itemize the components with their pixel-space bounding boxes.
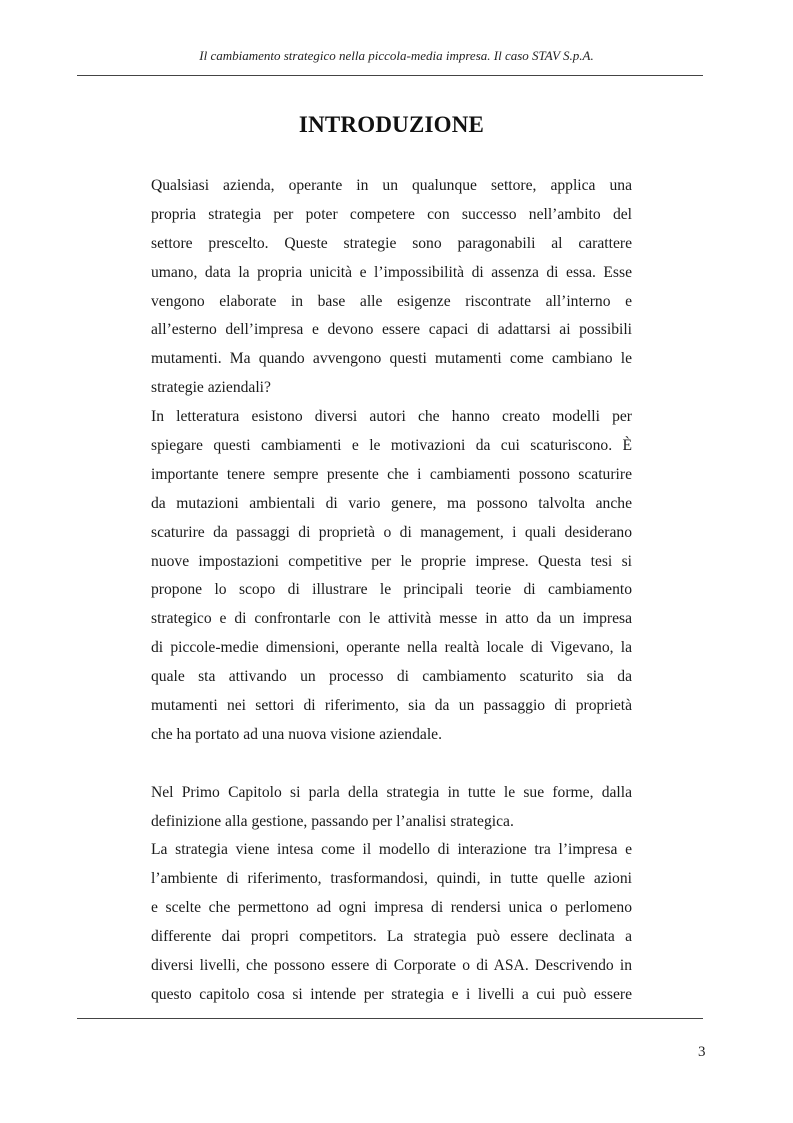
paragraph-4 (151, 836, 632, 1009)
text-line: all’esterno dell’impresa e devono essere capaci di adattarsi ai possibili (151, 321, 632, 339)
text-line: propria strategia per poter competere con successo nell’ambito del (151, 205, 632, 223)
text-line: Qualsiasi azienda, operante in un qualunque settore, applica una (151, 177, 632, 194)
text-line: di piccole-medie dimensioni, operante nella realtà locale di Vigevano, la (151, 639, 632, 657)
text-line: propone lo scopo di illustrare le principali teorie di cambiamento (151, 581, 632, 599)
text-line: mutamenti nei settori di riferimento, sia da un passaggio di proprietà (151, 697, 632, 715)
text-line: che ha portato ad una nuova visione aziendale. (151, 725, 442, 743)
text-line: strategie aziendali? (151, 379, 271, 397)
paragraph-3 (151, 779, 632, 837)
text-line: nuove impostazioni competitive per le proprie imprese. Questa tesi si (151, 552, 632, 570)
text-line: settore prescelto. Queste strategie sono paragonabili al carattere (151, 234, 632, 252)
text-line: importante tenere sempre presente che i cambiamenti possono scaturire (151, 465, 632, 483)
body-text (151, 172, 632, 1010)
paragraph-gap (151, 750, 632, 779)
text-line: mutamenti. Ma quando avvengono questi mutamenti come cambiano le (151, 350, 632, 368)
running-header: Il cambiamento strategico nella piccola-media impresa. Il caso STAV S.p.A. (199, 48, 594, 63)
paragraph-1 (151, 172, 632, 403)
text-line: strategico e di confrontarle con le attività messe in atto da un impresa (151, 610, 632, 628)
text-line: questo capitolo cosa si intende per strategia e i livelli a cui può essere (151, 985, 632, 1003)
page-number: 3 (698, 1044, 706, 1060)
text-line: umano, data la propria unicità e l’impossibilità di assenza di essa. Esse (151, 263, 632, 281)
text-line: spiegare questi cambiamenti e le motivazioni da cui scaturiscono. È (151, 437, 632, 455)
text-line: scaturire da passaggi di proprietà o di management, i quali desiderano (151, 523, 632, 541)
text-line: vengono elaborate in base alle esigenze riscontrate all’interno e (151, 292, 632, 310)
text-line: In letteratura esistono diversi autori che hanno creato modelli per (151, 408, 632, 426)
text-line: diversi livelli, che possono essere di Corporate o di ASA. Descrivendo in (151, 957, 632, 975)
text-line: La strategia viene intesa come il modello di interazione tra l’impresa e (151, 841, 632, 859)
text-line: definizione alla gestione, passando per l’analisi strategica. (151, 812, 514, 830)
footer-rule (77, 1018, 703, 1019)
text-line: e scelte che permettono ad ogni impresa di rendersi unica o perlomeno (151, 899, 632, 917)
text-line: quale sta attivando un processo di cambiamento scaturito sia da (151, 668, 632, 686)
text-line: da mutazioni ambientali di vario genere, ma possono talvolta anche (151, 494, 632, 512)
chapter-title: INTRODUZIONE (298, 112, 485, 137)
paragraph-2 (151, 403, 632, 750)
text-line: differente dai propri competitors. La strategia può essere declinata a (151, 928, 632, 946)
text-line: Nel Primo Capitolo si parla della strategia in tutte le sue forme, dalla (151, 783, 632, 801)
header-rule (77, 75, 703, 76)
text-line: l’ambiente di riferimento, trasformandosi, quindi, in tutte quelle azioni (151, 870, 632, 888)
